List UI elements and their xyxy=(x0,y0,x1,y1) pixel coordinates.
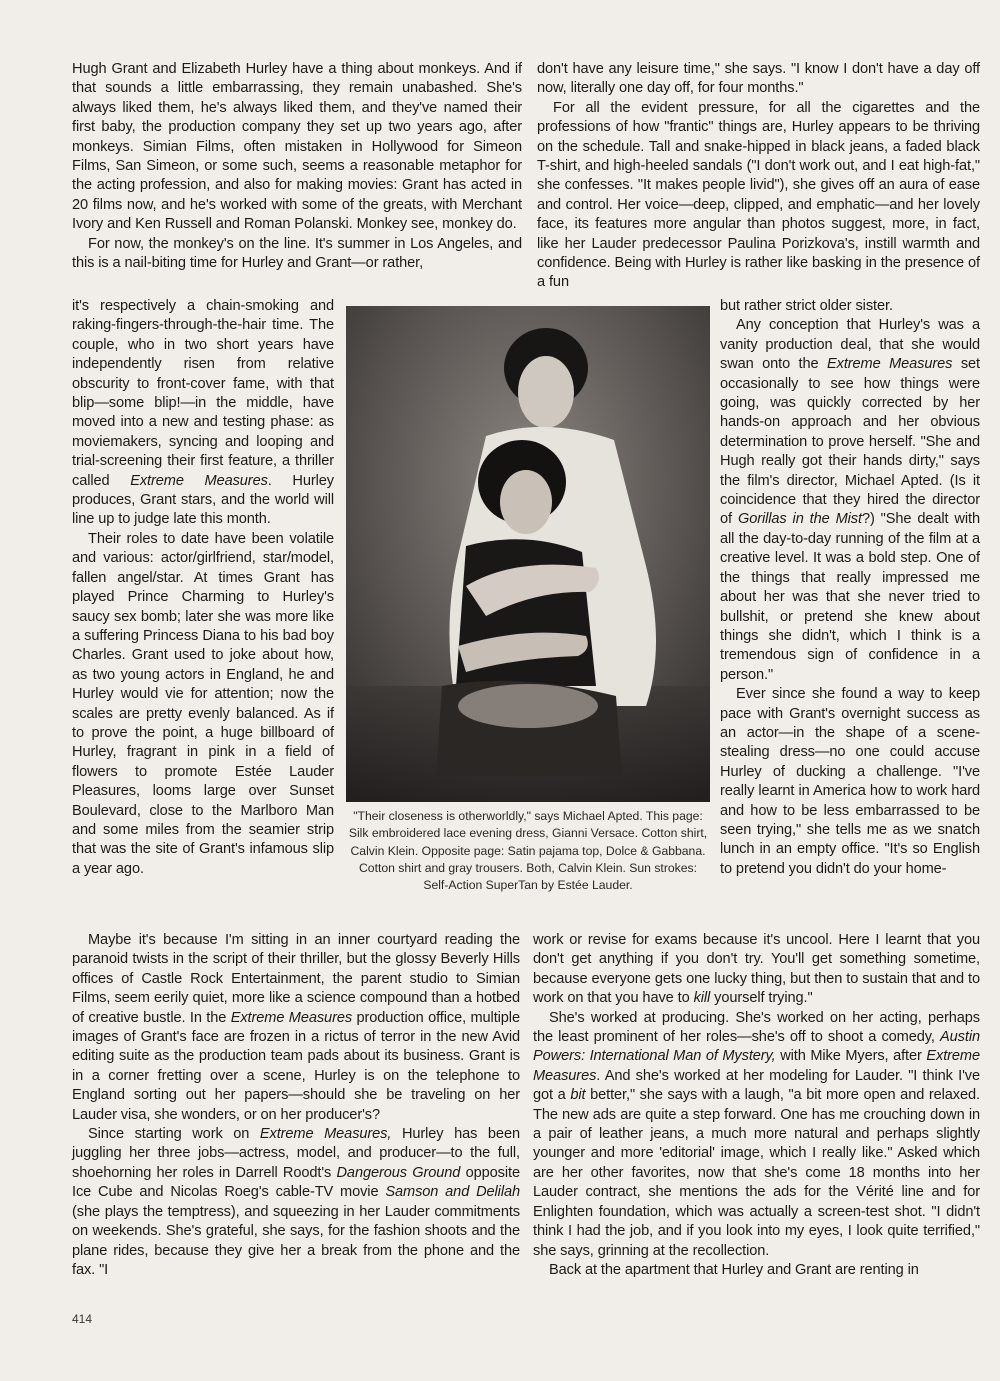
couple-photo-image xyxy=(346,306,710,802)
paragraph-pressure: For all the evident pressure, for all the cigarettes and the professions of how "frantic" things are, Hurley appears to be thriving on the schedule. Tall and snake-hipped in black jeans, a faded black T-shirt, and high-heeled sandals ("I don't work out, and I eat high-fat," she confesses. "It makes people livid"), she gives off an aura of ease and control. Her voice—deep, clipped, and emphatic—and her lovely face, its features more angular than photos suggest, more, in fact, like her Lauder predecessor Paulina Porizkova's, instill warmth and confidence. Being with Hurley is rather like basking in the presence of a fun xyxy=(537,99,980,291)
left-column-top xyxy=(72,60,522,273)
paragraph-vanity: Any conception that Hurley's was a vanity production deal, that she would swan onto the Extreme Measures set occasionally to see how things were going, was quickly corrected by her hands-on approach and her obvious determination to prove herself. "She and Hugh really got their hands dirty," says the film's director, Michael Apted. (Is it coincidence that they hired the director of Gorillas in the Mist?) "She dealt with all the day-to-day running of the film at a creative level. It was a bold step. One of the things that really impressed me about her was that she never tried to bullshit, or pretend she knew about things she didn't, which I think is a tremendous sign of confidence in a person." xyxy=(720,317,980,683)
paragraph-apartment: Back at the apartment that Hurley and Grant are renting in xyxy=(549,1261,919,1278)
paragraph-leisure: don't have any leisure time," she says. "I know I don't have a day off now, literally one day off, for four months." xyxy=(537,61,980,97)
paragraph-challenge: Ever since she found a way to keep pace with Grant's overnight success as an actor—in the shape of a scene-stealing dress—no one could accuse Hurley of ducking a challenge. "I've really learnt in America how to work hard and how to be less embarrassed to be seen trying," she tells me as we snatch lunch in an empty office. "It's so English to pretend you didn't do your home- xyxy=(720,686,980,877)
paragraph-juggling: Since starting work on Extreme Measures, Hurley has been juggling her three jobs—actress, model, and producer—to the full, shoehorning her roles in Darrell Roodt's Dangerous Ground opposite Ice Cube and Nicolas Roeg's cable-TV movie Samson and Delilah (she plays the temptress), and squeezing in her Lauder commitments on weekends. She's grateful, she says, for the fashion shoots and the plane rides, because they give her a break from the phone and the fax. "I xyxy=(72,1126,520,1278)
paragraph-summer-cont: it's respectively a chain-smoking and raking-fingers-through-the-hair time. The couple, who in two short years have independently risen from relative obscurity to front-cover fame, with that blip—some blip!—in the middle, have moved into a new and testing phase: as moviemakers, syncing and looping and trial-screening their first feature, a thriller called Extreme Measures. Hurley produces, Grant stars, and the world will line up to judge late this month. xyxy=(72,298,334,528)
right-column-narrow xyxy=(720,297,980,879)
left-column-bottom xyxy=(72,931,520,1280)
paragraph-intro: Hugh Grant and Elizabeth Hurley have a thing about monkeys. And if that sounds a little embarrassing, they remain unabashed. She's always liked them, he's always liked them, and they've named their first baby, the production company they set up two years ago, after monkeys. Simian Films, often mistaken in Hollywood for Simeon Films, San Simeon, or some such, seems a reasonable metaphor for the acting profession, and also for making movies: Grant has acted in 20 films now, and he's worked with some of the greats, with Merchant Ivory and Ken Russell and Roman Polanski. Monkey see, monkey do. xyxy=(72,61,522,233)
paragraph-sister: but rather strict older sister. xyxy=(720,298,893,314)
left-column-narrow xyxy=(72,297,334,879)
right-column-bottom xyxy=(533,931,980,1280)
paragraph-homework: work or revise for exams because it's uncool. Here I learnt that you don't get anything if you don't try. You'll get something sometime, because everyone gets one lucky thing, but then to sustain that and to work on that you have to kill yourself trying." xyxy=(533,932,980,1007)
paragraph-roles: Their roles to date have been volatile and various: actor/girlfriend, star/model, fallen angel/star. At times Grant has played Prince Charming to Hurley's saucy sex bomb; later she was more like a suffering Princess Diana to his bad boy Charles. Grant used to joke about how, as two young actors in England, he and Hurley would vie for attention; now the scales are pretty evenly balanced. As if to prove the point, a huge billboard of Hurley, fragrant in pink in a field of flowers to promote Estée Lauder Pleasures, looms large over Sunset Boulevard, close to the Marlboro Man and some miles from the seamier strip that was the site of Grant's infamous slip a year ago. xyxy=(72,530,334,877)
paragraph-courtyard: Maybe it's because I'm sitting in an inner courtyard reading the paranoid twists in the script of their thriller, but the glossy Beverly Hills offices of Castle Rock Entertainment, the parent studio to Simian Films, seem eerily quiet, more like a science compound than a hotbed of creative bustle. In the Extreme Measures production office, multiple images of Grant's face are frozen in a rictus of terror in the new Avid editing suite as the production team pads about its business. Grant is in a corner fretting over a scene, Hurley is on the telephone to England sorting out her papers—should she be traveling on her Lauder visa, she wonders, or on her producer's? xyxy=(72,932,520,1123)
paragraph-producing: She's worked at producing. She's worked on her acting, perhaps the least prominent of her roles—she's off to shoot a comedy, Austin Powers: International Man of Mystery, with Mike Myers, after Extreme Measures. And she's worked at her modeling for Lauder. "I think I've got a bit better," she says with a laugh, "a bit more open and relaxed. The new ads are quite a step forward. One has me crouching down in a pair of leather jeans, a much more natural and perhaps slightly younger and more 'editorial' image, which I really like." Asked which are her other favorites, now that she's come 18 months into her Lauder contract, she mentions the ads for the Vérité line and for Enlighten foundation, which was actually a screen-test shot. "I didn't think I had the job, and if you look into my eyes, I look quite terrified," she says, grinning at the recollection. xyxy=(533,1009,980,1259)
page-number: 414 xyxy=(72,1312,93,1326)
right-column-top xyxy=(537,60,980,293)
couple-photo xyxy=(346,306,710,802)
paragraph-summer: For now, the monkey's on the line. It's summer in Los Angeles, and this is a nail-biting time for Hurley and Grant—or rather, xyxy=(72,235,522,272)
photo-caption: "Their closeness is otherworldly," says Michael Apted. This page: Silk embroidered lace evening dress, Gianni Versace. Cotton shirt, Calvin Klein. Opposite page: Satin pajama top, Dolce & Gabbana. Cotton shirt and gray trousers. Both, Calvin Klein. Sun strokes: Self-Action SuperTan by Estée Lauder. xyxy=(348,809,708,893)
